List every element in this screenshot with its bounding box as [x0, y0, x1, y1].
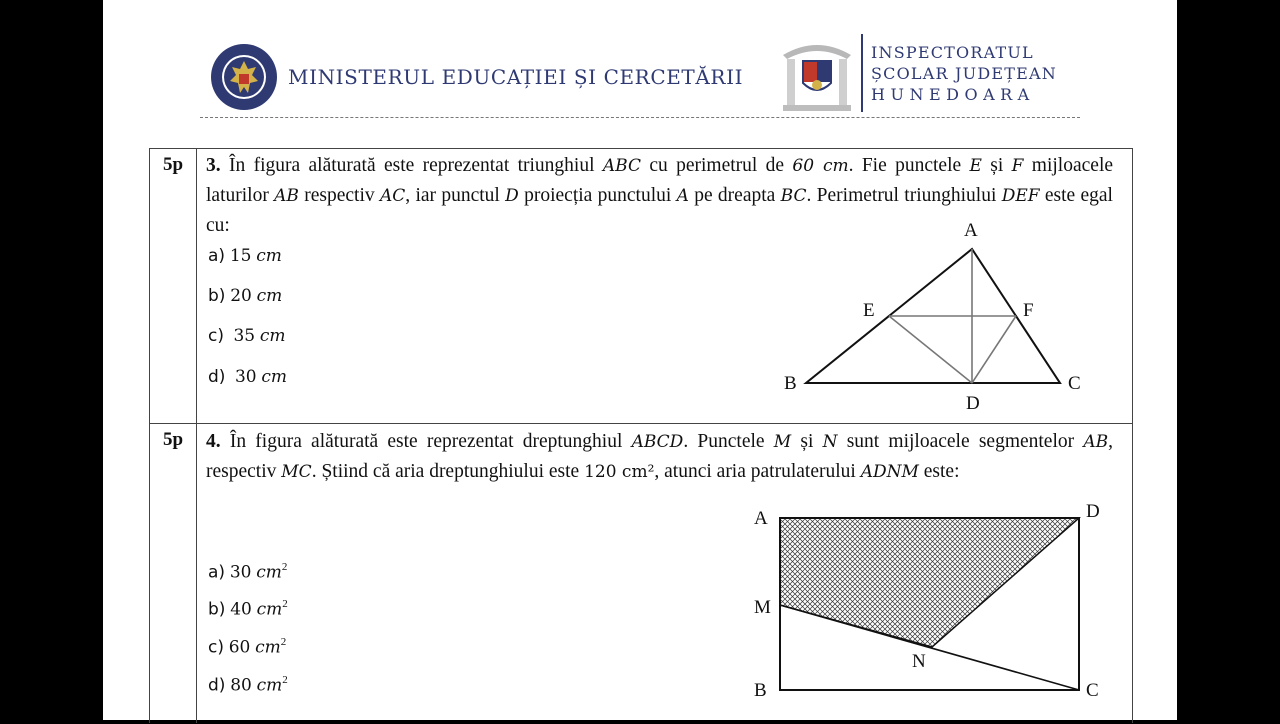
inspectorate-line-3: HUNEDOARA	[871, 84, 1035, 104]
vertex-label-b: B	[754, 680, 767, 701]
ministry-header	[210, 42, 743, 112]
answer-option[interactable]: a) 30 $cm^2$	[208, 561, 288, 583]
vertex-label-b: B	[784, 373, 797, 394]
header-divider	[200, 117, 1080, 118]
triangle-figure	[784, 219, 1110, 419]
inspectorate-divider	[861, 34, 863, 112]
inspectorate-line-2: ȘCOLAR JUDEȚEAN	[871, 63, 1057, 83]
ministry-name: MINISTERUL EDUCAȚIEI ȘI CERCETĂRII	[288, 65, 744, 89]
inspectorate-name	[871, 42, 1057, 105]
answer-option[interactable]: c) 35 cm	[208, 326, 286, 346]
vertex-label-n: N	[912, 651, 926, 672]
vertex-label-m: M	[754, 597, 771, 618]
inspectorate-line-1: INSPECTORATUL	[871, 42, 1034, 62]
answer-option[interactable]: a) 15 cm	[208, 246, 282, 266]
answer-option[interactable]: b) 20 cm	[208, 286, 283, 306]
vertex-label-d: D	[966, 393, 980, 414]
vertex-label-f: F	[1023, 300, 1034, 321]
problem-3-row	[149, 148, 1133, 424]
vertex-label-e: E	[863, 300, 875, 321]
rectangle-figure	[750, 494, 1130, 724]
vertex-label-a: A	[754, 508, 768, 529]
shaded-quadrilateral	[780, 518, 1079, 647]
vertex-label-d: D	[1086, 501, 1100, 522]
exam-page	[103, 0, 1177, 720]
inspectorate-header	[777, 32, 1057, 114]
government-seal-icon	[210, 43, 278, 111]
answer-option[interactable]: d) 80 $cm^2$	[208, 674, 288, 696]
vertex-label-a: A	[964, 220, 978, 241]
answer-option[interactable]: d) 30 cm	[208, 367, 287, 387]
problem-4-points: 5p	[150, 424, 197, 723]
answer-option[interactable]: c) 60 $cm^2$	[208, 636, 287, 658]
problem-3-points: 5p	[150, 149, 197, 423]
problem-4-statement: 4. În figura alăturată este reprezentat dreptunghiul ABCD. Punctele M și N sunt mijloacele segmentelor AB, respectiv MC. Știind că aria dreptunghiului este 120 cm², atunci aria patrulaterului ADNM este:	[206, 431, 1113, 482]
vertex-label-c: C	[1086, 680, 1099, 701]
vertex-label-c: C	[1068, 373, 1081, 394]
problem-4-row	[149, 423, 1133, 723]
answer-option[interactable]: b) 40 $cm^2$	[208, 598, 288, 620]
inspectorate-logo-icon	[777, 33, 857, 113]
problem-3-statement: 3. În figura alăturată este reprezentat triunghiul ABC cu perimetrul de 60 cm. Fie punctele E și F mijloacele laturilor AB respectiv AC, iar punctul D proiecția punctului A pe dreapta BC. Perimetrul triunghiului DEF este egal cu:	[206, 155, 1114, 236]
